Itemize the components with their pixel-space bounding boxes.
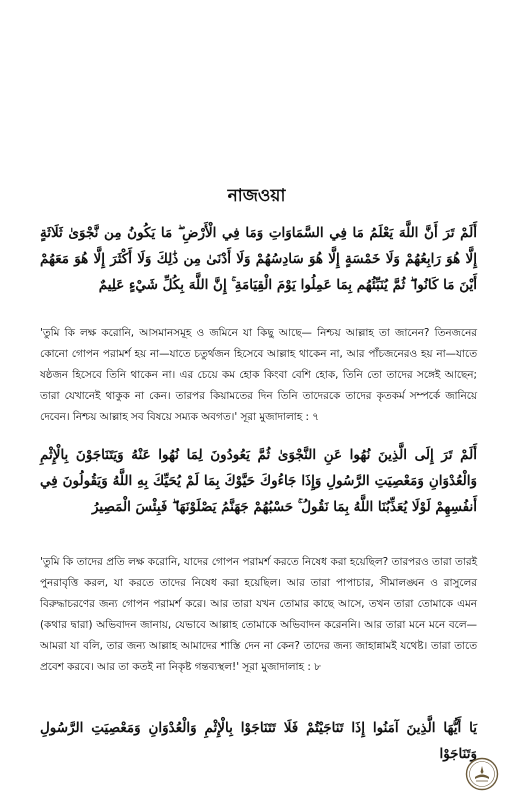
arabic-verse-9: يَا أَيُّهَا الَّذِينَ آمَنُوا إِذَا تَنَاجَيْتُمْ فَلَا تَتَنَاجَوْا بِالْإِثْمِ وَالْعُدْوَانِ وَمَعْصِيَتِ الرَّسُولِ وَتَنَاجَوْا — [40, 720, 477, 762]
arabic-verse-8: أَلَمْ تَرَ إِلَى الَّذِينَ نُهُوا عَنِ النَّجْوَىٰ ثُمَّ يَعُودُونَ لِمَا نُهُوا عَنْهُ وَيَتَنَاجَوْنَ بِالْإِثْمِ وَالْعُدْوَانِ وَمَعْصِيَتِ الرَّسُولِ وَإِذَا جَاءُوكَ حَيَّوْكَ بِمَا لَمْ يُحَيِّكَ بِهِ اللَّهُ وَيَقُولُونَ فِي أَنفُسِهِمْ لَوْلَا يُعَذِّبُنَا اللَّهُ بِمَا نَقُولُ ۚ حَسْبُهُمْ جَهَنَّمُ يَصْلَوْنَهَا ۖ فَبِئْسَ الْمَصِيرُ — [40, 447, 477, 515]
arabic-verse-7: أَلَمْ تَرَ أَنَّ اللَّهَ يَعْلَمُ مَا فِي السَّمَاوَاتِ وَمَا فِي الْأَرْضِ ۖ مَا يَكُونُ مِن نَّجْوَىٰ ثَلَاثَةٍ إِلَّا هُوَ رَابِعُهُمْ وَلَا خَمْسَةٍ إِلَّا هُوَ سَادِسُهُمْ وَلَا أَدْنَىٰ مِن ذَٰلِكَ وَلَا أَكْثَرَ إِلَّا هُوَ مَعَهُمْ أَيْنَ مَا كَانُوا ۖ ثُمَّ يُنَبِّئُهُم بِمَا عَمِلُوا يَوْمَ الْقِيَامَةِ ۚ إِنَّ اللَّهَ بِكُلِّ شَيْءٍ عَلِيمٌ — [40, 225, 477, 293]
page-title: নাজওয়া — [227, 186, 286, 206]
translation-verse-7: 'তুমি কি লক্ষ করোনি, আসমানসমূহ ও জমিনে যা কিছু আছে— নিশ্চয় আল্লাহ তা জানেন? তিনজনের কোনো গোপন পরামর্শ হয় না—যাতে চতুর্থজন হিসেবে আল্লাহ থাকেন না, আর পাঁচজনেরও হয় না—যাতে ষষ্ঠজন হিসেবে তিনি থাকেন না। এর চেয়ে কম হোক কিংবা বেশি হোক, তিনি তো তাদের সঙ্গেই আছেন; তারা যেখানেই থাকুক না কেন। তারপর কিয়ামতের দিন তিনি তাদেরকে তাদের কৃতকর্ম সম্পর্কে জানিয়ে দেবেন। নিশ্চয় আল্লাহ সব বিষয়ে সম্যক অবগত।' সূরা মুজাদালাহ : ৭ — [40, 327, 477, 423]
publisher-logo-icon — [465, 757, 499, 791]
translation-verse-8: 'তুমি কি তাদের প্রতি লক্ষ করোনি, যাদের গোপন পরামর্শ করতে নিষেধ করা হয়েছিল? তারপরও তারা তারই পুনরাবৃত্তি করল, যা করতে তাদের নিষেধ করা হয়েছিল। আর তারা পাপাচার, সীমালঙ্ঘন ও রাসুলের বিরুদ্ধাচরণের জন্য গোপন পরামর্শ করে। আর তারা যখন তোমার কাছে আসে, তখন তারা তোমাকে এমন (কথার দ্বারা) অভিবাদন জানায়, যেভাবে আল্লাহ তোমাকে অভিবাদন করেননি। আর তারা মনে মনে বলে—আমরা যা বলি, তার জন্য আল্লাহ আমাদের শাস্তি দেন না কেন? তাদের জন্য জাহান্নামই যথেষ্ট। তারা তাতে প্রবেশ করবে। আর তা কতই না নিকৃষ্ট গন্তব্যস্থল!' সূরা মুজাদালাহ : ৮ — [40, 556, 477, 673]
